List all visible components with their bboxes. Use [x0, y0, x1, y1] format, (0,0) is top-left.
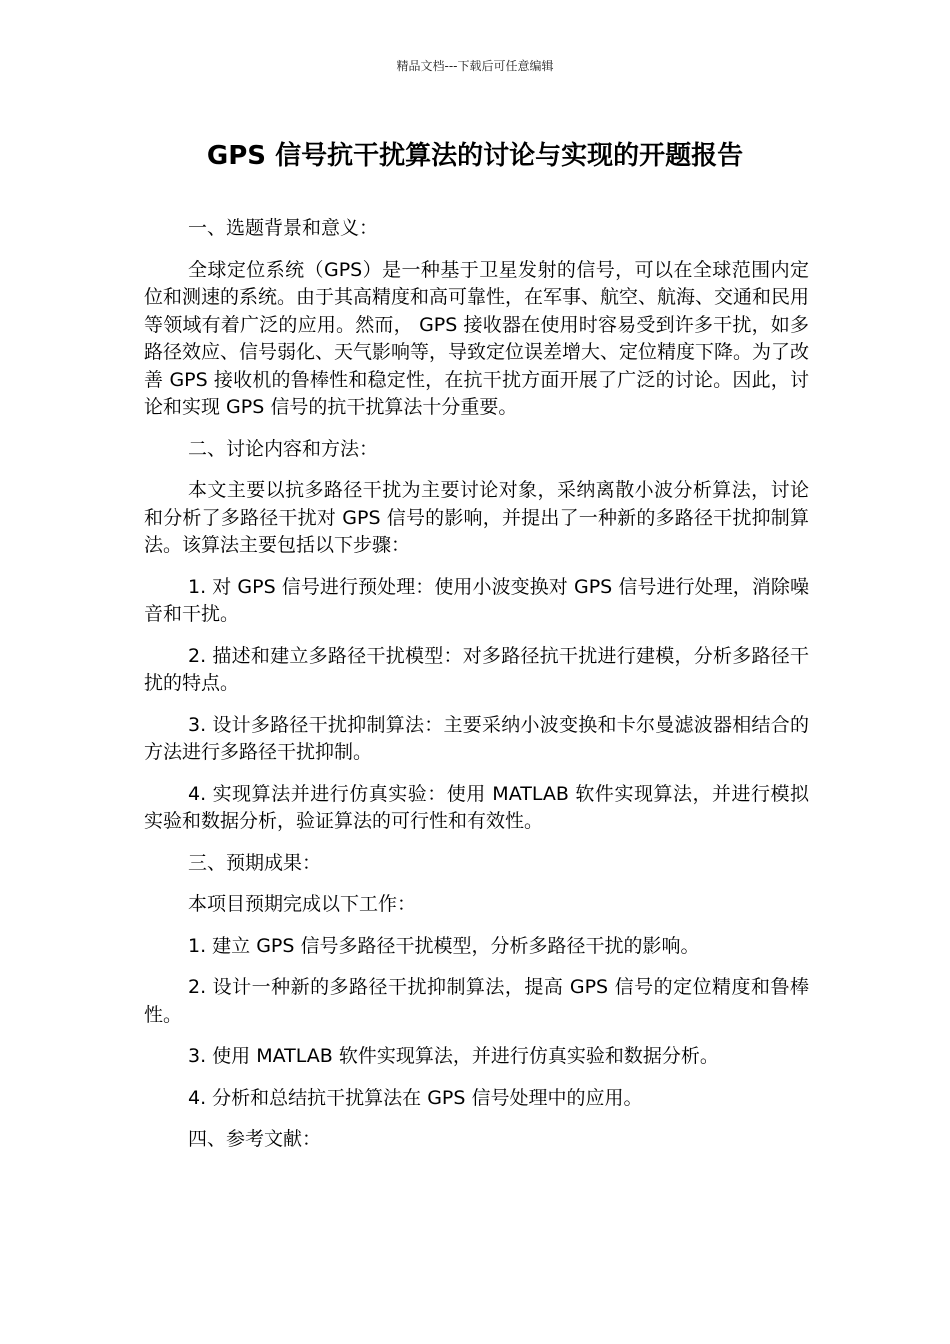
section-heading-expected-results: 三、预期成果：: [188, 851, 322, 874]
document-title: GPS 信号抗干扰算法的讨论与实现的开题报告: [206, 141, 744, 171]
paragraph-background: 全球定位系统（GPS）是一种基于卫星发射的信号，可以在全球范围内定位和测速的系统。由于其高精度和高可靠性，在军事、航空、航海、交通和民用等领域有着广泛的应用。然而， GPS 接收器在使用时容易受到许多干扰，如多路径效应、信号弱化、天气影响等，导致定位误差增大、定位精度下降。为了改善 GPS 接收机的鲁棒性和稳定性，在抗干扰方面开展了广泛的讨论。因此，讨论和实现 GPS 信号的抗干扰算法十分重要。: [144, 258, 810, 418]
list-item-step-2: 2. 描述和建立多路径干扰模型：对多路径抗干扰进行建模，分析多路径干扰的特点。: [144, 644, 809, 694]
section-heading-background: 一、选题背景和意义：: [188, 217, 379, 239]
list-item-result-4: 4. 分析和总结抗干扰算法在 GPS 信号处理中的应用。: [188, 1086, 643, 1109]
section-heading-references: 四、参考文献：: [188, 1128, 322, 1150]
paragraph-content-methods: 本文主要以抗多路径干扰为主要讨论对象，采纳离散小波分析算法，讨论和分析了多路径干扰对 GPS 信号的影响，并提出了一种新的多路径干扰抑制算法。该算法主要包括以下步骤：: [144, 479, 809, 556]
list-item-step-3: 3. 设计多路径干扰抑制算法：主要采纳小波变换和卡尔曼滤波器相结合的方法进行多路径干扰抑制。: [144, 713, 809, 763]
list-item-step-1: 1. 对 GPS 信号进行预处理：使用小波变换对 GPS 信号进行处理，消除噪音和干扰。: [144, 575, 809, 625]
page-header: 精品文档---下载后可任意编辑: [396, 59, 554, 73]
list-item-result-1: 1. 建立 GPS 信号多路径干扰模型，分析多路径干扰的影响。: [188, 934, 700, 957]
document-body: [144, 215, 809, 1168]
list-item-result-2: 2. 设计一种新的多路径干扰抑制算法，提高 GPS 信号的定位精度和鲁棒性。: [144, 976, 809, 1026]
paragraph-expected-intro: 本项目预期完成以下工作：: [188, 893, 417, 915]
list-item-result-3: 3. 使用 MATLAB 软件实现算法，并进行仿真实验和数据分析。: [188, 1045, 719, 1067]
list-item-step-4: 4. 实现算法并进行仿真实验：使用 MATLAB 软件实现算法，并进行模拟实验和数据分析，验证算法的可行性和有效性。: [144, 782, 809, 832]
section-heading-content-methods: 二、讨论内容和方法：: [188, 437, 379, 460]
